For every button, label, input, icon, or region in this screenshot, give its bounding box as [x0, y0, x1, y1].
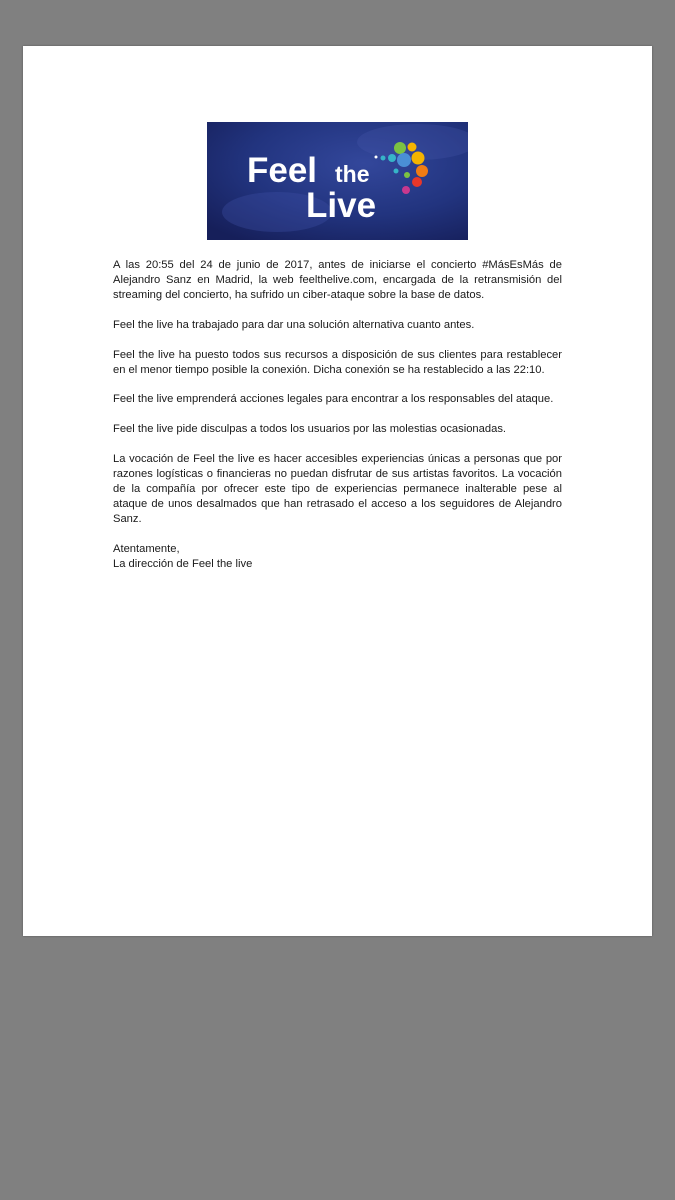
document-page — [23, 46, 652, 936]
signature: La dirección de Feel the live — [113, 557, 253, 570]
closing-block — [113, 542, 562, 572]
salutation: Atentamente, — [113, 542, 180, 555]
logo-text-the: the — [335, 161, 370, 187]
statement-body — [113, 258, 562, 572]
paragraph: Feel the live ha puesto todos sus recursos a disposición de sus clientes para restablecer en el menor tiempo posible la conexión. Dicha conexión se ha restablecido a las 22:10. — [113, 348, 562, 376]
paragraph: Feel the live pide disculpas a todos los usuarios por las molestias ocasionadas. — [113, 422, 507, 435]
paragraph: A las 20:55 del 24 de junio de 2017, antes de iniciarse el concierto #MásEsMás de Alejandro Sanz en Madrid, la web feelthelive.com, encargada de la retransmisión del streaming del concierto, ha sufrido un ciber-ataque sobre la base de datos. — [113, 259, 562, 302]
feel-the-live-logo — [207, 122, 468, 240]
paragraph: La vocación de Feel the live es hacer accesibles experiencias únicas a personas que por razones logísticas o financieras no puedan disfrutar de sus artistas favoritos. La vocación de la compañía por ofrecer este tipo de experiencias permanece inalterable pese al ataque de unos desalmados que han retrasado el acceso a los seguidores de Alejandro Sanz. — [113, 452, 562, 526]
paragraph: Feel the live ha trabajado para dar una solución alternativa cuanto antes. — [113, 319, 475, 331]
logo-text-feel: Feel — [247, 151, 318, 190]
paragraph: Feel the live emprenderá acciones legales para encontrar a los responsables del ataque. — [113, 393, 554, 406]
logo-text-live: Live — [306, 186, 377, 225]
